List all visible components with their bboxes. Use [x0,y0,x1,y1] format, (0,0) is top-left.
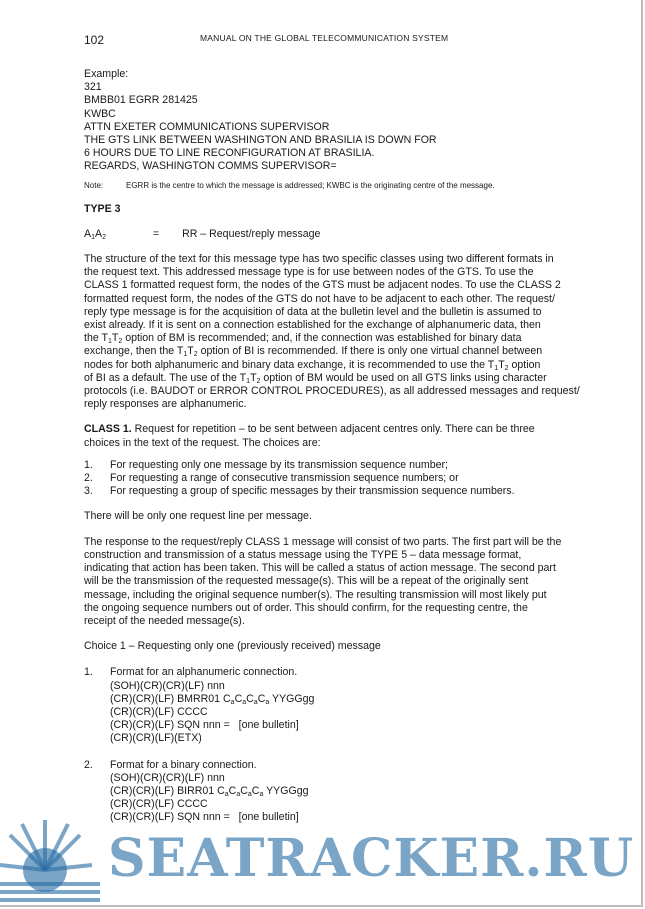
list-text: Format for an alphanumeric connection. [110,666,298,679]
text-line: CLASS 1 formatted request form, the nodes of the GTS must be adjacent nodes. To use the CLASS 2 [84,279,561,292]
list-text: For requesting a group of specific messages by their transmission sequence numbers. [110,485,515,498]
text-fragment: (CR)(CR)(LF) BMRR01 C [110,692,231,705]
list-item [84,666,560,679]
text-fragment: of BI as a default. The use of the T [84,371,247,384]
text-fragment: option [508,358,541,371]
text-fragment: the T [84,332,108,345]
text-fragment: nodes for both alphanumeric and binary data exchange, it is recommended to use the T [84,358,495,371]
class1-lead: CLASS 1. [84,423,132,436]
text-line: exist already. If it is sent on a connection established for the exchange of alphanumeric data, then [84,319,541,332]
text-fragment: T [111,332,119,345]
note-text: EGRR is the centre to which the message is addressed; KWBC is the originating centre of the message. [126,180,495,190]
text-line: indicating that action has been taken. This will be called a status of action message. The second part [84,562,556,575]
format-line [84,811,560,824]
example-line: 321 [84,81,102,94]
format-line: (SOH)(CR)(CR)(LF) nnn [110,771,225,784]
example-line: 6 HOURS DUE TO LINE RECONFIGURATION AT BRASILIA. [84,147,375,160]
subscript: 2 [256,377,261,385]
text-line: reply responses are alphanumeric. [84,398,247,411]
format-line: (CR)(CR)(LF) CCCC [110,798,208,811]
a1a2-definition [84,228,560,241]
subscript: a [230,698,235,706]
subscript: 1 [183,351,188,359]
note [84,180,560,191]
subscript: a [259,790,264,798]
example-line: ATTN EXETER COMMUNICATIONS SUPERVISOR [84,120,330,133]
example-line: REGARDS, WASHINGTON COMMS SUPERVISOR= [84,160,337,173]
choice1-title: Choice 1 – Requesting only one (previously received) message [84,640,381,653]
text-line: The structure of the text for this message type has two specific classes using two different formats in [84,253,554,266]
text-fragment: T [250,371,257,384]
format-binary [84,759,560,825]
watermark-text: SEATRACKER.RU [108,828,635,889]
running-header: MANUAL ON THE GLOBAL TELECOMMUNICATION SYSTEM [200,33,449,43]
subscript: 1 [107,338,112,346]
example-line: BMBB01 EGRR 281425 [84,94,198,107]
subscript: 2 [102,233,106,241]
subscript: a [224,790,229,798]
equals-sign: = [152,227,160,240]
page-body [84,68,580,825]
page-number: 102 [84,33,105,47]
format-note: [one bulletin] [238,719,299,732]
text-fragment: C [240,784,248,797]
text-line: the request text. This addressed message type is for use between nodes of the GTS. To use the [84,266,534,279]
a1a2-meaning: RR – Request/reply message [182,227,321,240]
list-number: 3. [84,485,93,498]
text-fragment: option of BI is recommended. If there is only one virtual channel between [197,345,543,358]
text-fragment: option of BM would be used on all GTS links using character [260,371,547,384]
subscript: 1 [91,233,95,241]
list-number: 1. [84,666,93,679]
list-item [84,485,560,498]
example-line: KWBC [84,107,116,120]
text-fragment: YYGGgg [263,784,309,797]
text-fragment: Request for repetition – to be sent between adjacent centres only. There can be three [131,423,535,436]
format-line [84,693,560,706]
text-fragment: T [498,358,505,371]
text-line [84,332,560,345]
list-text: For requesting only one message by its transmission sequence number; [110,458,448,471]
text-fragment: option of BM is recommended; and, if the connection was established for binary data [122,332,522,345]
format-line: (CR)(CR)(LF)(ETX) [110,732,202,745]
list-item [84,759,560,772]
list-item [84,472,560,485]
format-line [84,719,560,732]
text-fragment: C [251,784,260,797]
note-label: Note: [84,180,104,190]
paragraph-structure [84,253,580,411]
list-item [84,459,560,472]
format-alphanumeric [84,666,560,745]
text-line: receipt of the needed message(s). [84,614,245,627]
text-line [84,359,560,372]
text-line [84,423,560,436]
paragraph-response [84,536,560,628]
subscript: 1 [494,364,499,372]
text-line [84,372,560,385]
list-text: For requesting a range of consecutive transmission sequence numbers; or [110,472,459,485]
text-line: construction and transmission of a status message using the TYPE 5 – data message format, [84,548,522,561]
format-line: (SOH)(CR)(CR)(LF) nnn [110,679,225,692]
text-fragment: C [228,784,237,797]
text-fragment: C [257,692,266,705]
a1a2-symbol: A [84,227,92,240]
subscript: a [265,698,270,706]
format-note: [one bulletin] [238,811,299,824]
text-line: protocols (i.e. BAUDOT or ERROR CONTROL PROCEDURES), as all addressed messages and request/ [84,385,580,398]
text-line: message, including the original sequence number(s). The resulting transmission will most likely put [84,588,547,601]
text-line: The response to the request/reply CLASS 1 message will consist of two parts. The first part will be the [84,535,562,548]
paragraph-class1 [84,423,560,449]
text-line: choices in the text of the request. The choices are: [84,436,321,449]
text-line: formatted request form, the nodes of the GTS do not have to be adjacent to each other. The request/ [84,292,555,305]
a1a2-symbol-2: A [94,227,103,240]
example-line: THE GTS LINK BETWEEN WASHINGTON AND BRASILIA IS DOWN FOR [84,134,437,147]
subscript: a [253,698,258,706]
one-request-line: There will be only one request line per message. [84,510,312,523]
example-line: Example: [84,68,129,80]
text-line: the ongoing sequence numbers out of order. This should confirm, for the requesting centre, the [84,601,528,614]
list-text: Format for a binary connection. [110,758,257,771]
text-fragment: exchange, then the T [84,345,184,358]
text-fragment: C [234,692,243,705]
subscript: 2 [118,338,123,346]
text-fragment: YYGGgg [269,692,315,705]
subscript: 2 [193,351,198,359]
subscript: a [247,790,252,798]
choices-list [84,459,560,499]
text-line: reply type message is for the acquisition of data at the bulletin level and the bulletin is assumed to [84,305,542,318]
text-fragment: T [187,345,194,358]
subscript: a [242,698,247,706]
text-fragment: (CR)(CR)(LF) BIRR01 C [110,784,225,797]
text-line: will be the transmission of the requested message(s). This will be a repeat of the originally sent [84,575,529,588]
format-line [84,785,560,798]
format-line: (CR)(CR)(LF) CCCC [110,705,208,718]
text-line [84,345,560,358]
list-number: 2. [84,472,93,485]
list-number: 2. [84,758,93,771]
text-fragment: (CR)(CR)(LF) SQN nnn = [110,719,230,732]
text-fragment: (CR)(CR)(LF) SQN nnn = [110,811,230,824]
section-heading-type3: TYPE 3 [84,202,121,215]
subscript: 2 [504,364,509,372]
subscript: 1 [246,377,251,385]
text-fragment: C [246,692,254,705]
list-number: 1. [84,458,93,471]
example-block [84,68,560,174]
subscript: a [236,790,241,798]
